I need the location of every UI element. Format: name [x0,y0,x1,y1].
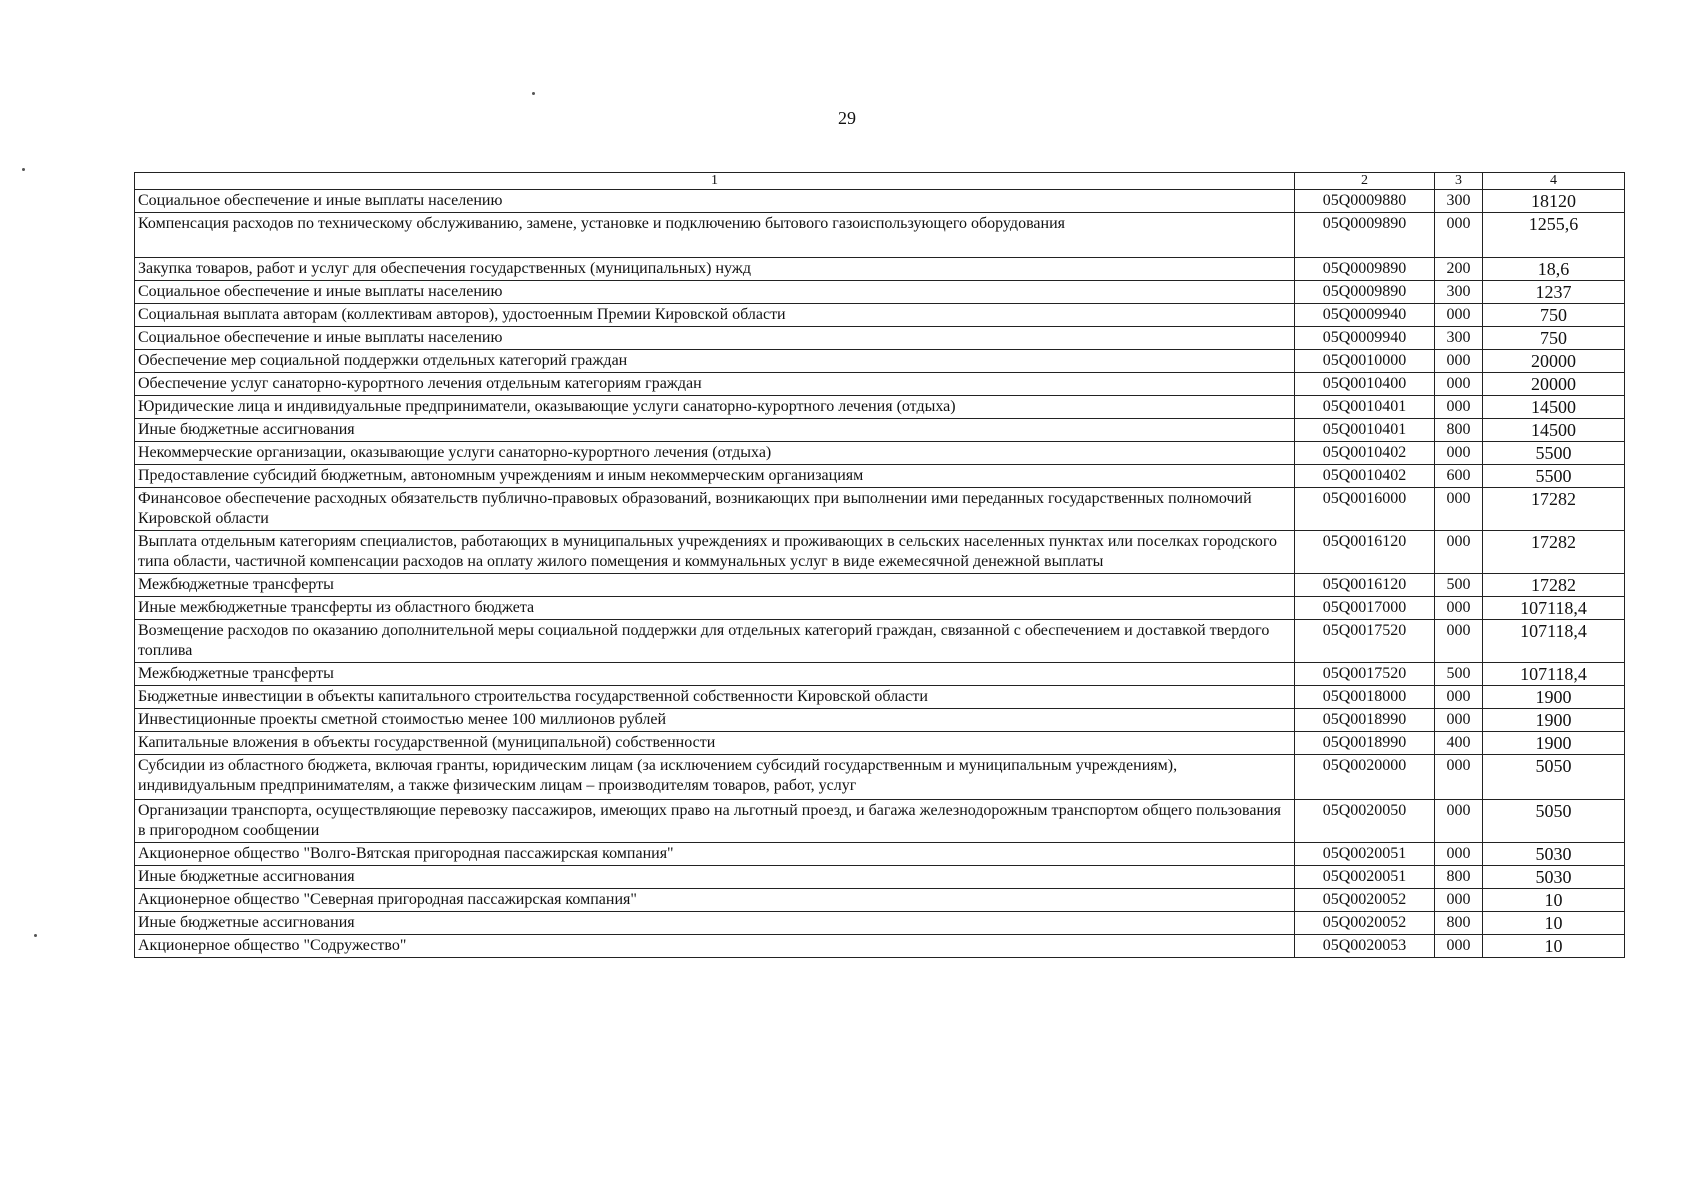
header-col-2: 2 [1295,173,1435,190]
row-type-cell: 000 [1435,373,1483,396]
row-name-cell: Акционерное общество "Содружество" [135,935,1295,958]
row-name-cell: Социальное обеспечение и иные выплаты населению [135,281,1295,304]
table-body [135,190,1625,958]
row-amount-cell: 14500 [1483,419,1625,442]
row-amount-cell: 10 [1483,912,1625,935]
row-type-cell: 000 [1435,442,1483,465]
row-name-cell: Иные бюджетные ассигнования [135,912,1295,935]
table-row [135,327,1625,350]
row-name-cell: Бюджетные инвестиции в объекты капитального строительства государственной собственности Кировской области [135,686,1295,709]
row-name-cell: Межбюджетные трансферты [135,663,1295,686]
row-code-cell: 05Q0016000 [1295,488,1435,531]
table-row [135,866,1625,889]
table-row [135,258,1625,281]
row-name-cell: Закупка товаров, работ и услуг для обеспечения государственных (муниципальных) нужд [135,258,1295,281]
scan-speck [22,168,25,171]
table-row [135,442,1625,465]
table-row [135,889,1625,912]
row-code-cell: 05Q0020052 [1295,889,1435,912]
row-code-cell: 05Q0009890 [1295,281,1435,304]
row-code-cell: 05Q0010402 [1295,442,1435,465]
row-type-cell: 000 [1435,686,1483,709]
row-type-cell: 000 [1435,213,1483,258]
row-name-cell: Иные бюджетные ассигнования [135,419,1295,442]
table-row [135,396,1625,419]
row-amount-cell: 750 [1483,304,1625,327]
row-amount-cell: 10 [1483,935,1625,958]
table-row [135,663,1625,686]
row-amount-cell: 20000 [1483,350,1625,373]
row-name-cell: Обеспечение мер социальной поддержки отдельных категорий граждан [135,350,1295,373]
row-type-cell: 000 [1435,935,1483,958]
row-name-cell: Иные бюджетные ассигнования [135,866,1295,889]
row-amount-cell: 5050 [1483,800,1625,843]
row-type-cell: 000 [1435,843,1483,866]
table-row [135,686,1625,709]
row-type-cell: 000 [1435,531,1483,574]
row-amount-cell: 107118,4 [1483,597,1625,620]
row-code-cell: 05Q0017520 [1295,620,1435,663]
table-row [135,281,1625,304]
table-row [135,419,1625,442]
row-name-cell: Акционерное общество "Волго-Вятская пригородная пассажирская компания" [135,843,1295,866]
table-row [135,531,1625,574]
row-code-cell: 05Q0020052 [1295,912,1435,935]
row-amount-cell: 5030 [1483,866,1625,889]
row-type-cell: 200 [1435,258,1483,281]
table-row [135,304,1625,327]
row-code-cell: 05Q0016120 [1295,531,1435,574]
table-row [135,190,1625,213]
row-amount-cell: 20000 [1483,373,1625,396]
row-code-cell: 05Q0017000 [1295,597,1435,620]
row-type-cell: 800 [1435,419,1483,442]
row-code-cell: 05Q0020051 [1295,866,1435,889]
row-code-cell: 05Q0018990 [1295,709,1435,732]
table-row [135,597,1625,620]
row-name-cell: Иные межбюджетные трансферты из областного бюджета [135,597,1295,620]
row-code-cell: 05Q0010400 [1295,373,1435,396]
row-code-cell: 05Q0009940 [1295,304,1435,327]
row-name-cell: Социальная выплата авторам (коллективам авторов), удостоенным Премии Кировской области [135,304,1295,327]
table-row [135,350,1625,373]
row-amount-cell: 107118,4 [1483,663,1625,686]
row-name-cell: Капитальные вложения в объекты государственной (муниципальной) собственности [135,732,1295,755]
row-name-cell: Предоставление субсидий бюджетным, автономным учреждениям и иным некоммерческим организациям [135,465,1295,488]
row-type-cell: 300 [1435,327,1483,350]
table-row [135,488,1625,531]
row-name-cell: Социальное обеспечение и иные выплаты населению [135,327,1295,350]
row-code-cell: 05Q0017520 [1295,663,1435,686]
table-row [135,574,1625,597]
table-row [135,213,1625,258]
row-code-cell: 05Q0009890 [1295,258,1435,281]
table-row [135,800,1625,843]
row-code-cell: 05Q0020000 [1295,755,1435,800]
row-type-cell: 000 [1435,396,1483,419]
row-code-cell: 05Q0018000 [1295,686,1435,709]
row-amount-cell: 1900 [1483,732,1625,755]
row-amount-cell: 14500 [1483,396,1625,419]
row-name-cell: Инвестиционные проекты сметной стоимостью менее 100 миллионов рублей [135,709,1295,732]
row-type-cell: 600 [1435,465,1483,488]
table-row [135,373,1625,396]
row-type-cell: 000 [1435,709,1483,732]
row-type-cell: 000 [1435,889,1483,912]
row-code-cell: 05Q0009940 [1295,327,1435,350]
row-type-cell: 500 [1435,574,1483,597]
row-type-cell: 000 [1435,620,1483,663]
row-amount-cell: 1255,6 [1483,213,1625,258]
row-amount-cell: 1900 [1483,709,1625,732]
row-name-cell: Акционерное общество "Северная пригородная пассажирская компания" [135,889,1295,912]
row-code-cell: 05Q0020053 [1295,935,1435,958]
row-code-cell: 05Q0010401 [1295,396,1435,419]
row-amount-cell: 5030 [1483,843,1625,866]
row-name-cell: Межбюджетные трансферты [135,574,1295,597]
row-name-cell: Возмещение расходов по оказанию дополнительной меры социальной поддержки для отдельных категорий граждан, связанной с обеспечением и доставкой твердого топлива [135,620,1295,663]
header-col-3: 3 [1435,173,1483,190]
header-col-1: 1 [135,173,1295,190]
row-amount-cell: 5500 [1483,442,1625,465]
row-amount-cell: 107118,4 [1483,620,1625,663]
row-name-cell: Компенсация расходов по техническому обслуживанию, замене, установке и подключению бытового газоиспользующего оборудования [135,213,1295,258]
row-type-cell: 400 [1435,732,1483,755]
row-code-cell: 05Q0009890 [1295,213,1435,258]
row-type-cell: 000 [1435,755,1483,800]
scan-speck [34,934,37,937]
table-row [135,843,1625,866]
row-code-cell: 05Q0020050 [1295,800,1435,843]
table-header-row [135,173,1625,190]
row-type-cell: 300 [1435,190,1483,213]
table-row [135,755,1625,800]
row-type-cell: 000 [1435,488,1483,531]
row-amount-cell: 17282 [1483,574,1625,597]
row-code-cell: 05Q0020051 [1295,843,1435,866]
table-row [135,465,1625,488]
row-amount-cell: 5050 [1483,755,1625,800]
table-row [135,709,1625,732]
row-name-cell: Обеспечение услуг санаторно-курортного лечения отдельным категориям граждан [135,373,1295,396]
row-type-cell: 000 [1435,304,1483,327]
row-amount-cell: 18,6 [1483,258,1625,281]
row-amount-cell: 10 [1483,889,1625,912]
row-amount-cell: 17282 [1483,488,1625,531]
table-row [135,620,1625,663]
row-type-cell: 000 [1435,597,1483,620]
row-type-cell: 800 [1435,866,1483,889]
table-row [135,935,1625,958]
row-name-cell: Организации транспорта, осуществляющие перевозку пассажиров, имеющих право на льготный проезд, и багажа железнодорожным транспортом общего пользования в пригородном сообщении [135,800,1295,843]
row-type-cell: 300 [1435,281,1483,304]
row-type-cell: 000 [1435,800,1483,843]
row-code-cell: 05Q0016120 [1295,574,1435,597]
row-type-cell: 500 [1435,663,1483,686]
row-name-cell: Юридические лица и индивидуальные предприниматели, оказывающие услуги санаторно-курортного лечения (отдыха) [135,396,1295,419]
table-row [135,732,1625,755]
row-code-cell: 05Q0010000 [1295,350,1435,373]
row-amount-cell: 18120 [1483,190,1625,213]
row-code-cell: 05Q0009880 [1295,190,1435,213]
row-amount-cell: 750 [1483,327,1625,350]
budget-table [134,172,1625,958]
row-type-cell: 800 [1435,912,1483,935]
scan-speck [532,92,535,95]
row-type-cell: 000 [1435,350,1483,373]
row-amount-cell: 5500 [1483,465,1625,488]
header-col-4: 4 [1483,173,1625,190]
row-code-cell: 05Q0010402 [1295,465,1435,488]
row-name-cell: Выплата отдельным категориям специалистов, работающих в муниципальных учреждениях и проживающих в сельских населенных пунктах или поселках городского типа области, частичной компенсации расходов на оплату жилого помещения и коммунальных услуг в виде ежемесячной денежной выплаты [135,531,1295,574]
row-code-cell: 05Q0010401 [1295,419,1435,442]
table-row [135,912,1625,935]
row-amount-cell: 1237 [1483,281,1625,304]
row-name-cell: Финансовое обеспечение расходных обязательств публично-правовых образований, возникающих при выполнении ими переданных государственных полномочий Кировской области [135,488,1295,531]
row-name-cell: Субсидии из областного бюджета, включая гранты, юридическим лицам (за исключением субсидий государственным и муниципальным учреждениям), индивидуальным предпринимателям, а также физическим лицам – производителям товаров, работ, услуг [135,755,1295,800]
row-amount-cell: 1900 [1483,686,1625,709]
budget-table-container [134,172,1624,958]
row-code-cell: 05Q0018990 [1295,732,1435,755]
page-number: 29 [838,108,856,128]
row-amount-cell: 17282 [1483,531,1625,574]
row-name-cell: Некоммерческие организации, оказывающие услуги санаторно-курортного лечения (отдыха) [135,442,1295,465]
row-name-cell: Социальное обеспечение и иные выплаты населению [135,190,1295,213]
